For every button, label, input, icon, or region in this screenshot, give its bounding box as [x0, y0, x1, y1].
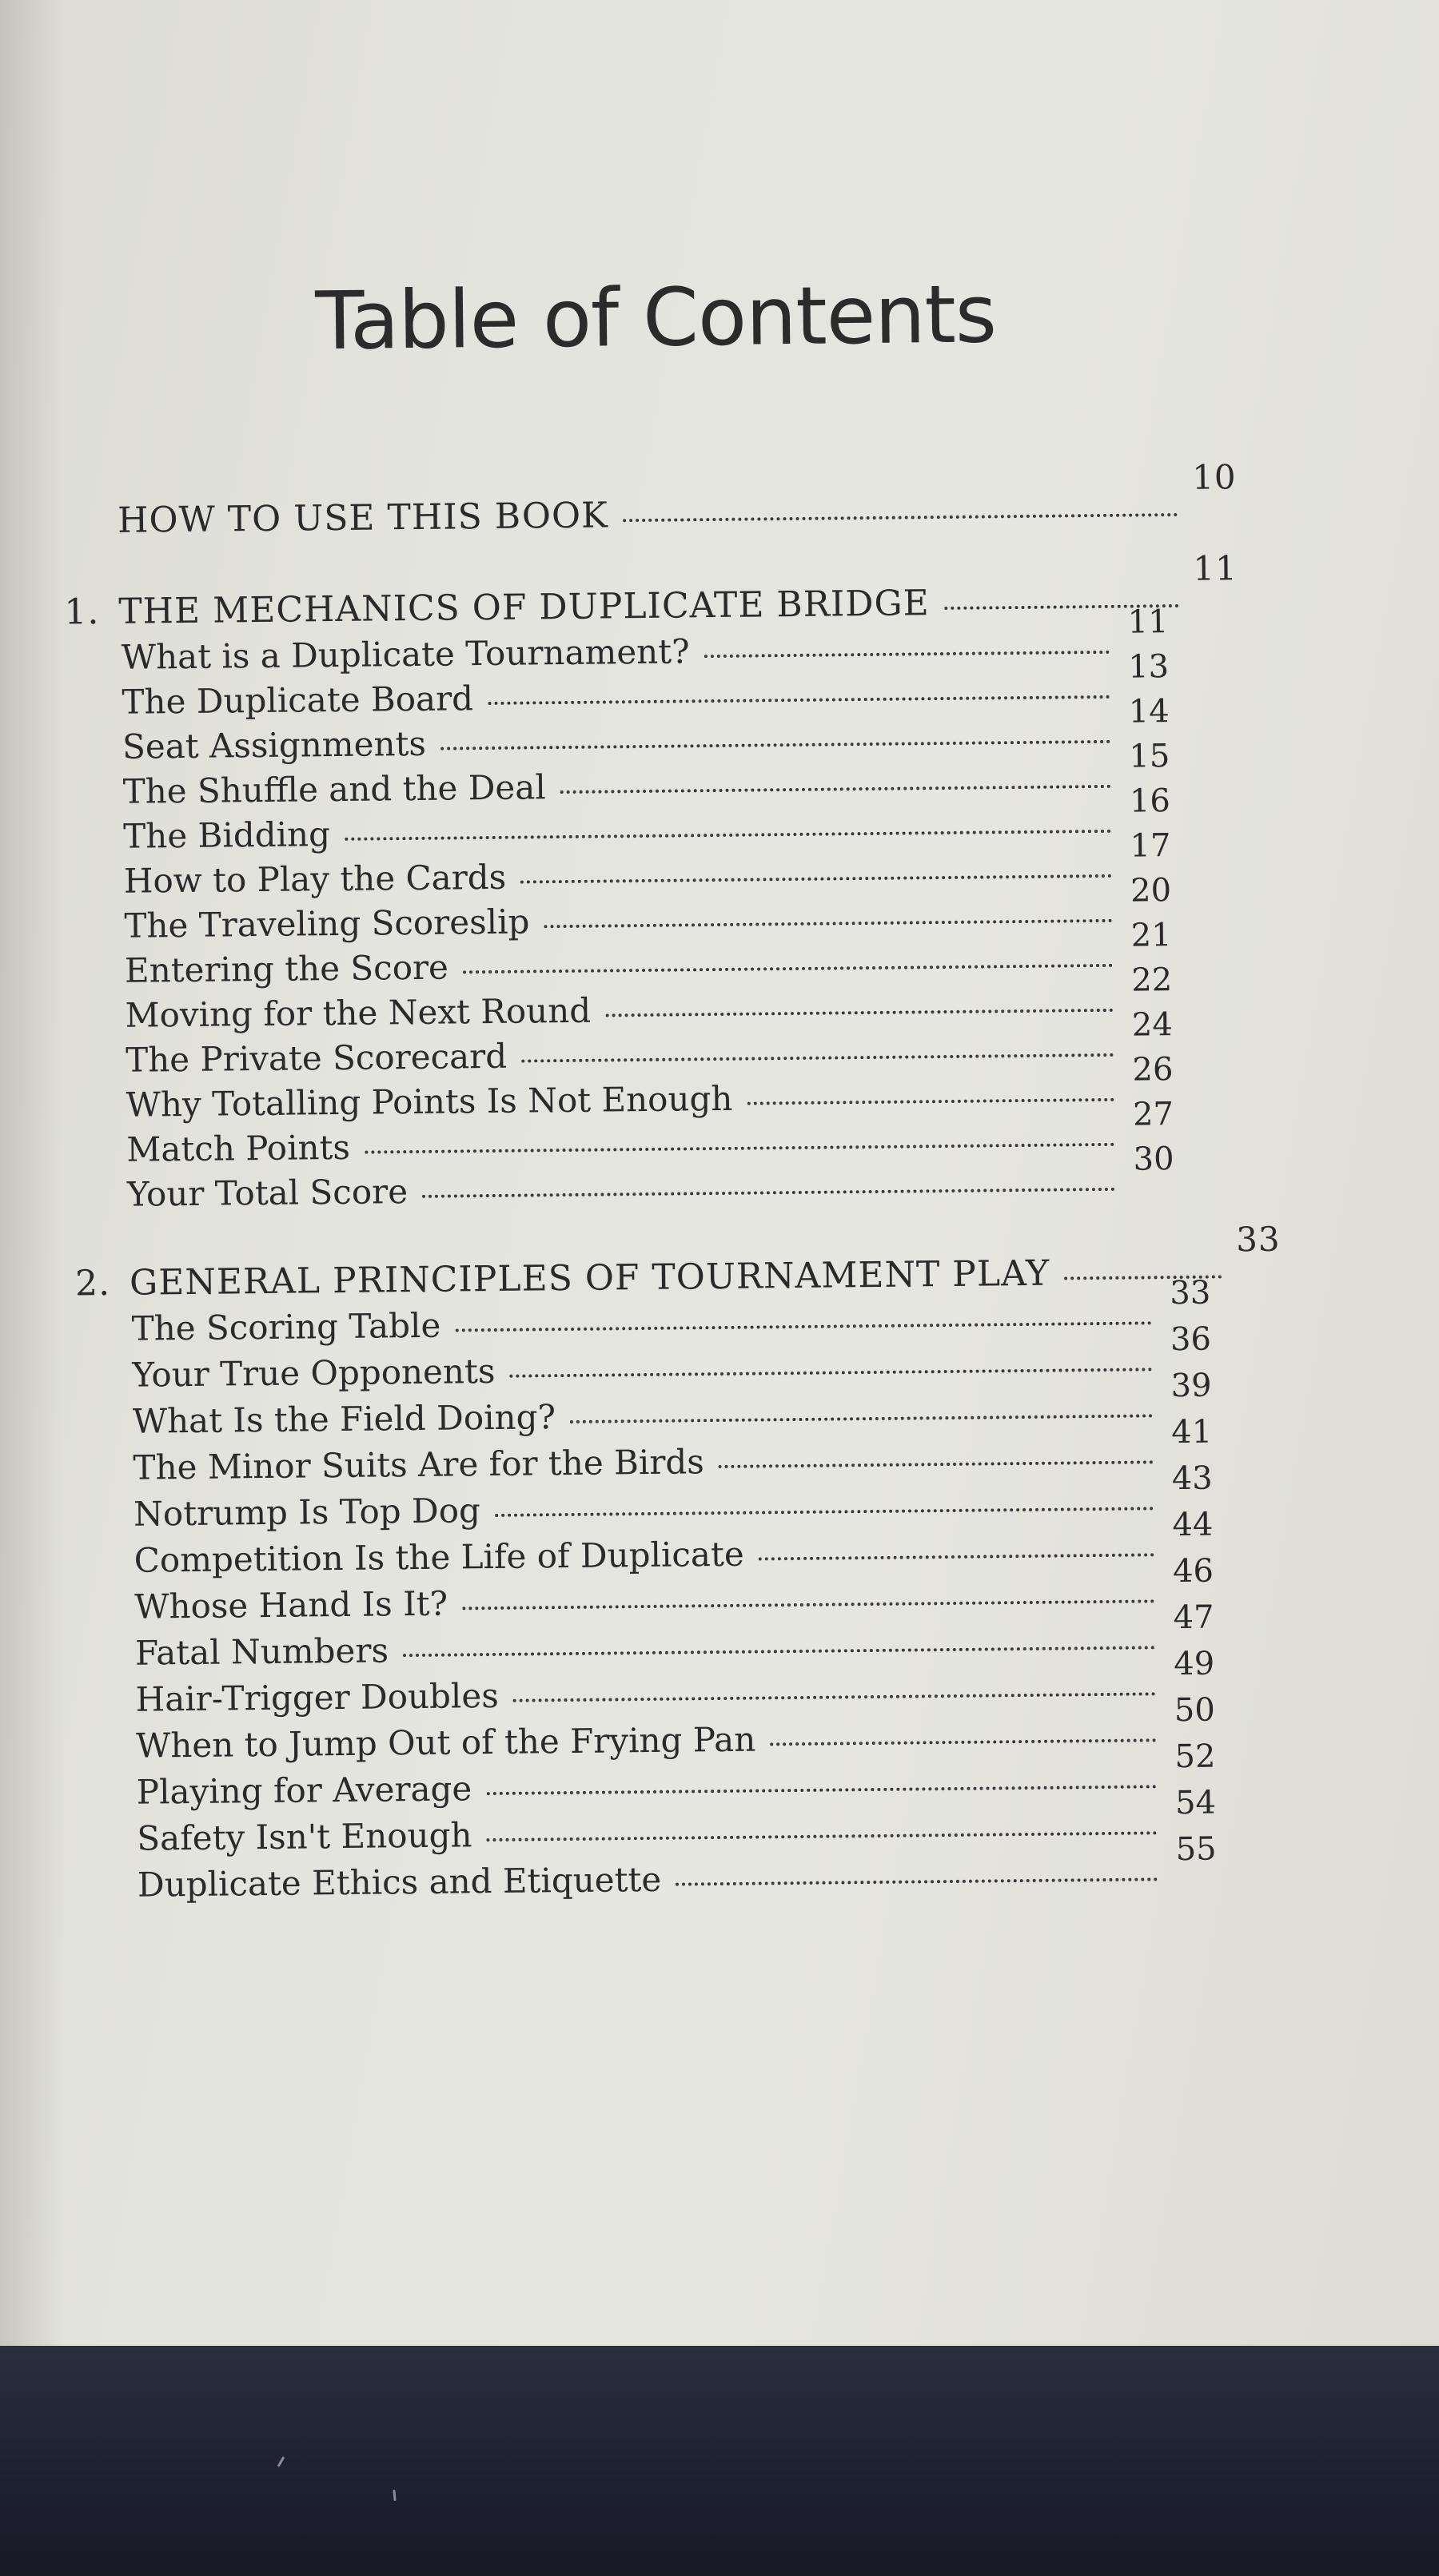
section-title: The Minor Suits Are for the Birds [133, 1442, 705, 1487]
toc-page-number: 52 [1174, 1738, 1216, 1776]
desk-speck [277, 2456, 285, 2467]
section-title: Hair-Trigger Doubles [135, 1675, 499, 1719]
dot-leader [747, 1098, 1114, 1105]
section-title: The Duplicate Board [122, 679, 474, 722]
section-title: The Private Scorecard [125, 1036, 508, 1080]
toc-page-number: 30 [1133, 1141, 1174, 1178]
dot-leader [676, 1877, 1158, 1885]
toc-page-number: 21 [1130, 917, 1172, 954]
page-title: Table of Contents [314, 267, 997, 368]
chapter-title: THE MECHANICS OF DUPLICATE BRIDGE [118, 583, 931, 632]
section-title: What is a Duplicate Tournament? [121, 631, 690, 677]
dot-leader [544, 919, 1112, 928]
section-title: Whose Hand Is It? [134, 1583, 448, 1626]
section-title: When to Jump Out of the Frying Pan [135, 1719, 756, 1766]
dot-leader [455, 1321, 1151, 1332]
toc-page-number: 47 [1173, 1599, 1214, 1637]
section-title: Match Points [126, 1127, 351, 1169]
dot-leader [520, 874, 1112, 884]
dot-leader [365, 1143, 1114, 1154]
chapter-title: GENERAL PRINCIPLES OF TOURNAMENT PLAY [129, 1252, 1050, 1304]
toc-page-number: 49 [1174, 1645, 1215, 1683]
toc-page-number: 50 [1174, 1691, 1216, 1730]
dot-leader [488, 695, 1110, 705]
toc-page-number: 27 [1132, 1096, 1174, 1133]
dot-leader [486, 1785, 1156, 1795]
dot-leader [440, 740, 1110, 751]
toc-page-number: 33 [1235, 1219, 1281, 1260]
toc-page-number: 43 [1171, 1459, 1213, 1498]
toc-page-number: 17 [1130, 827, 1171, 865]
toc-chapter-row [74, 1219, 1281, 1304]
dot-leader [345, 830, 1111, 841]
section-title: The Shuffle and the Deal [122, 767, 546, 811]
dot-leader [759, 1553, 1154, 1560]
toc-page-number: 36 [1170, 1320, 1212, 1359]
toc-page-number: 11 [1127, 603, 1169, 641]
toc-chapter-row [64, 548, 1238, 633]
dot-leader [462, 1599, 1154, 1610]
section-title: The Traveling Scoreslip [124, 902, 530, 946]
toc-page-number: 33 [1170, 1274, 1211, 1312]
dot-leader [770, 1738, 1156, 1746]
section-title: Safety Isn't Enough [137, 1815, 472, 1858]
section-title: Notrump Is Top Dog [133, 1491, 481, 1534]
dot-leader [495, 1507, 1154, 1517]
section-title: Competition Is the Life of Duplicate [134, 1534, 744, 1580]
toc-page-number: 10 [1191, 457, 1237, 497]
toc-intro-row [117, 457, 1237, 541]
dot-leader [487, 1831, 1158, 1841]
section-title: Entering the Score [124, 947, 449, 990]
toc-page-number: 14 [1128, 693, 1170, 731]
toc-intro-label: HOW TO USE THIS BOOK [117, 495, 609, 541]
dot-leader [623, 513, 1178, 522]
dot-leader [513, 1692, 1156, 1702]
desk-surface [0, 2346, 1439, 2576]
section-title: Your True Opponents [132, 1351, 496, 1395]
section-title: What Is the Field Doing? [132, 1397, 556, 1441]
toc-page-number: 55 [1175, 1830, 1217, 1869]
toc-page-number: 22 [1131, 962, 1173, 999]
dot-leader [570, 1414, 1153, 1423]
dot-leader [719, 1460, 1154, 1468]
chapter-number: 2. [74, 1262, 111, 1304]
section-title: Moving for the Next Round [125, 990, 592, 1035]
section-title: Playing for Average [136, 1769, 472, 1812]
section-title: Fatal Numbers [134, 1630, 389, 1673]
toc-page-number: 41 [1170, 1413, 1213, 1451]
toc-page-number: 11 [1193, 548, 1238, 588]
desk-speck [393, 2490, 396, 2501]
toc-page-number: 39 [1170, 1367, 1212, 1405]
toc-page-number: 44 [1172, 1506, 1214, 1544]
section-title: How to Play the Cards [123, 857, 507, 901]
dot-leader [521, 1053, 1114, 1063]
toc-page-number: 13 [1127, 648, 1170, 686]
toc-page-number: 16 [1129, 782, 1171, 820]
section-title: The Scoring Table [131, 1305, 441, 1348]
section-title: Seat Assignments [122, 723, 427, 766]
toc-page-number: 15 [1129, 738, 1170, 775]
dot-leader [403, 1646, 1155, 1657]
dot-leader [509, 1368, 1152, 1377]
section-title: The Bidding [122, 814, 331, 856]
toc-page-number: 24 [1131, 1006, 1174, 1044]
dot-leader [560, 785, 1111, 794]
toc-page-number: 26 [1132, 1051, 1174, 1089]
dot-leader [422, 1188, 1115, 1198]
section-title: Your Total Score [126, 1172, 409, 1214]
dot-leader [605, 1009, 1113, 1017]
chapter-number: 1. [64, 591, 100, 633]
section-title: Why Totalling Points Is Not Enough [126, 1078, 733, 1125]
dot-leader [704, 651, 1110, 658]
toc-page-number: 20 [1130, 872, 1172, 910]
dot-leader [463, 964, 1113, 974]
section-title: Duplicate Ethics and Etiquette [137, 1859, 662, 1905]
toc-page-number: 54 [1174, 1784, 1217, 1822]
toc-page-number: 46 [1172, 1552, 1214, 1591]
